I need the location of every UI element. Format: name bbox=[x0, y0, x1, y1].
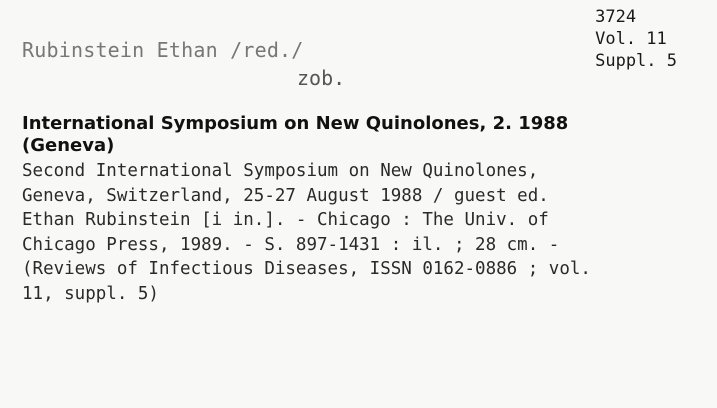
description-line: Chicago Press, 1989. - S. 897-1431 : il. ; 28 cm. - bbox=[22, 234, 560, 255]
description-line: Second International Symposium on New Quinolones, bbox=[22, 161, 539, 181]
description-line: 11, suppl. 5) bbox=[22, 283, 159, 304]
title-line: (Geneva) bbox=[22, 135, 115, 156]
title-line: International Symposium on New Quinolones, 2. 1988 bbox=[22, 113, 569, 134]
description-line: (Reviews of Infectious Diseases, ISSN 0162-0886 ; vol. bbox=[22, 259, 591, 279]
author-role: zob. bbox=[297, 66, 346, 90]
call-number bbox=[595, 6, 677, 72]
title-heading bbox=[22, 113, 702, 157]
description-line: Geneva, Switzerland, 25-27 August 1988 / guest ed. bbox=[22, 185, 549, 206]
call-number-line: Vol. 11 bbox=[595, 29, 667, 49]
call-number-line: Suppl. 5 bbox=[595, 51, 677, 71]
author-heading: Rubinstein Ethan /red./ bbox=[22, 38, 304, 62]
bibliographic-description bbox=[22, 159, 712, 306]
description-line: Ethan Rubinstein [i in.]. - Chicago : The Univ. of bbox=[22, 210, 549, 230]
call-number-line: 3724 bbox=[595, 7, 637, 27]
